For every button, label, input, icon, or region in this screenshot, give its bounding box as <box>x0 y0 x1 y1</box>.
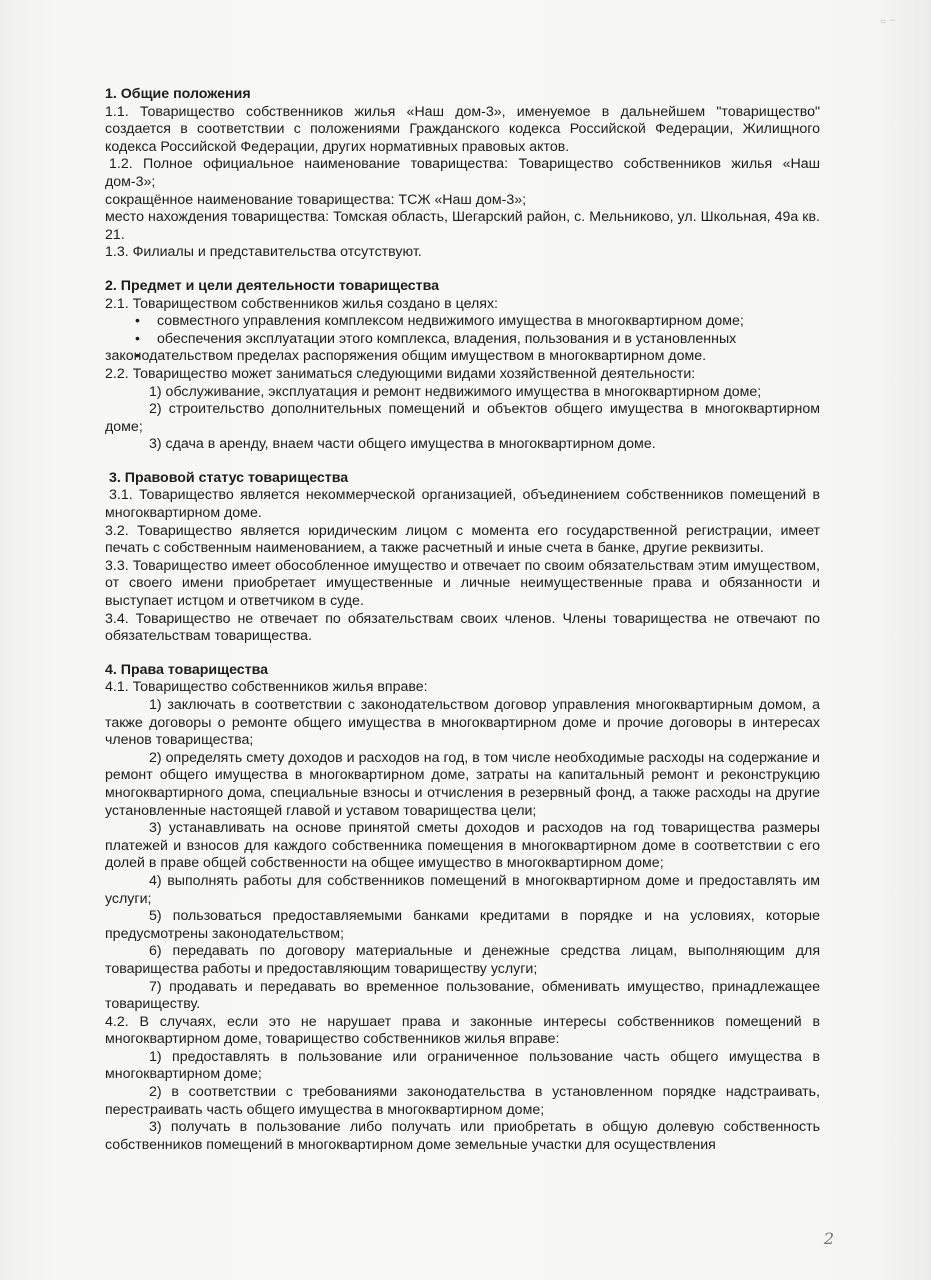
list-item: 2) в соответствии с требованиями законодательства в установленном порядке надстраивать, перестраивать часть общего имущества в многоквартирном доме; <box>105 1084 820 1118</box>
list-item: 3) устанавливать на основе принятой сметы доходов и расходов на год товарищества размеры платежей и взносов для каждого собственника помещения в многоквартирном доме в соответствии с его долей в праве общей собственности на общее имущество в многоквартирном доме; <box>105 820 820 872</box>
list-item: 1) обслуживание, эксплуатация и ремонт недвижимого имущества в многоквартирном доме; <box>149 383 762 400</box>
list-item: 2) определять смету доходов и расходов на год, в том числе необходимые расходы на содержание и ремонт общего имущества в многоквартирном доме, затраты на капитальный ремонт и реконструкцию многоквартирного дома, специальные взносы и отчисления в резервный фонд, а также расходы на другие установленные настоящей главой и уставом товарищества цели; <box>105 749 820 819</box>
list-item: 1) предоставлять в пользование или ограниченное пользование часть общего имущества в многоквартирном доме; <box>105 1048 820 1083</box>
page-number: 2 <box>823 1229 834 1248</box>
list-item: 3) сдача в аренду, внаем части общего имущества в многоквартирном доме. <box>149 436 656 453</box>
paragraph-1-2: 1.2. Полное официальное наименование товарищества: Товарищество собственников жилья «Наш дом-3»; <box>105 156 820 190</box>
section-heading: 4. Права товарищества <box>105 661 269 678</box>
goals-list <box>105 313 820 366</box>
section-general-provisions <box>105 86 820 262</box>
list-item: 6) передавать по договору материальные и денежные средства лицам, выполняющим для товарищества работы и предоставляющим товариществу услуги; <box>105 943 820 977</box>
list-item: 1) заключать в соответствии с законодательством договор управления многоквартирным домом, а также договоры о ремонте общего имущества в многоквартирном доме и прочие договоры в интересах членов товарищества; <box>105 697 820 749</box>
list-item: 5) пользоваться предоставляемыми банками кредитами в порядке и на условиях, которые предусмотрены законодательством; <box>105 908 820 942</box>
list-item: 7) продавать и передавать во временное пользование, обменивать имущество, принадлежащее товариществу. <box>105 978 820 1013</box>
paragraph-1-1: 1.1. Товарищество собственников жилья «Наш дом-3», именуемое в дальнейшем "товарищество" создается в соответствии с положениями Гражданского кодекса Российской Федерации, Жилищного кодекса Российской Федерации, других нормативных правовых актов. <box>105 103 820 155</box>
paragraph-4-2: 4.2. В случаях, если это не нарушает права и законные интересы собственников помещений в многоквартирном доме, товарищество собственников жилья вправе: <box>105 1013 820 1048</box>
list-item-continuation: • законодательством пределах распоряжения общим имуществом в многоквартирном доме. <box>105 348 820 366</box>
paragraph-3-2: 3.2. Товарищество является юридическим лицом с момента его государственной регистрации, имеет печать с собственным наименованием, а также расчетный и иные счета в банке, другие реквизиты. <box>105 522 820 557</box>
section-heading: 1. Общие положения <box>105 86 251 102</box>
list-item: 3) получать в пользование либо получать или приобретать в общую долевую собственность собственников помещений в многоквартирном доме земельные участки для осуществления <box>105 1119 820 1153</box>
paragraph-3-4: 3.4. Товарищество не отвечает по обязательствам своих членов. Члены товарищества не отвечают по обязательствам товарищества. <box>105 610 820 645</box>
document-body <box>105 86 820 1154</box>
section-heading: 3. Правовой статус товарищества <box>109 469 349 486</box>
list-item: • совместного управления комплексом недвижимого имущества в многоквартирном доме; <box>105 313 820 331</box>
list-item: 4) выполнять работы для собственников помещений в многоквартирном доме и предоставлять им услуги; <box>105 872 820 907</box>
paragraph-3-1: 3.1. Товарищество является некоммерческой организацией, объединением собственников помещений в многоквартирном доме. <box>105 487 820 522</box>
corner-pencil-mark: ≈ ~ <box>879 14 897 29</box>
paragraph-short-name: сокращённое наименование товарищества: ТСЖ «Наш дом-3»; <box>105 191 527 208</box>
section-heading: 2. Предмет и цели деятельности товарищества <box>105 277 440 294</box>
paragraph-2-1: 2.1. Товариществом собственников жилья создано в целях: <box>105 295 498 312</box>
paragraph-location: место нахождения товарищества: Томская область, Шегарский район, с. Мельниково, ул. Школьная, 49а кв. 21. <box>105 209 820 243</box>
section-rights <box>105 662 820 1155</box>
list-item: 2) строительство дополнительных помещений и объектов общего имущества в многоквартирном доме; <box>105 401 820 435</box>
paragraph-1-3: 1.3. Филиалы и представительства отсутствуют. <box>105 244 422 261</box>
paragraph-2-2: 2.2. Товарищество может заниматься следующими видами хозяйственной деятельности: <box>105 365 696 382</box>
section-legal-status <box>105 470 820 646</box>
paragraph-3-3: 3.3. Товарищество имеет обособленное имущество и отвечает по своим обязательствам этим имуществом, от своего имени приобретает имущественные и личные неимущественные права и обязанности и выступает истцом и ответчиком в суде. <box>105 557 820 610</box>
section-subject-and-goals <box>105 278 820 454</box>
list-item: • обеспечения эксплуатации этого комплекса, владения, пользования и в установленных <box>105 331 820 349</box>
paragraph-4-1: 4.1. Товарищество собственников жилья вправе: <box>105 679 428 696</box>
